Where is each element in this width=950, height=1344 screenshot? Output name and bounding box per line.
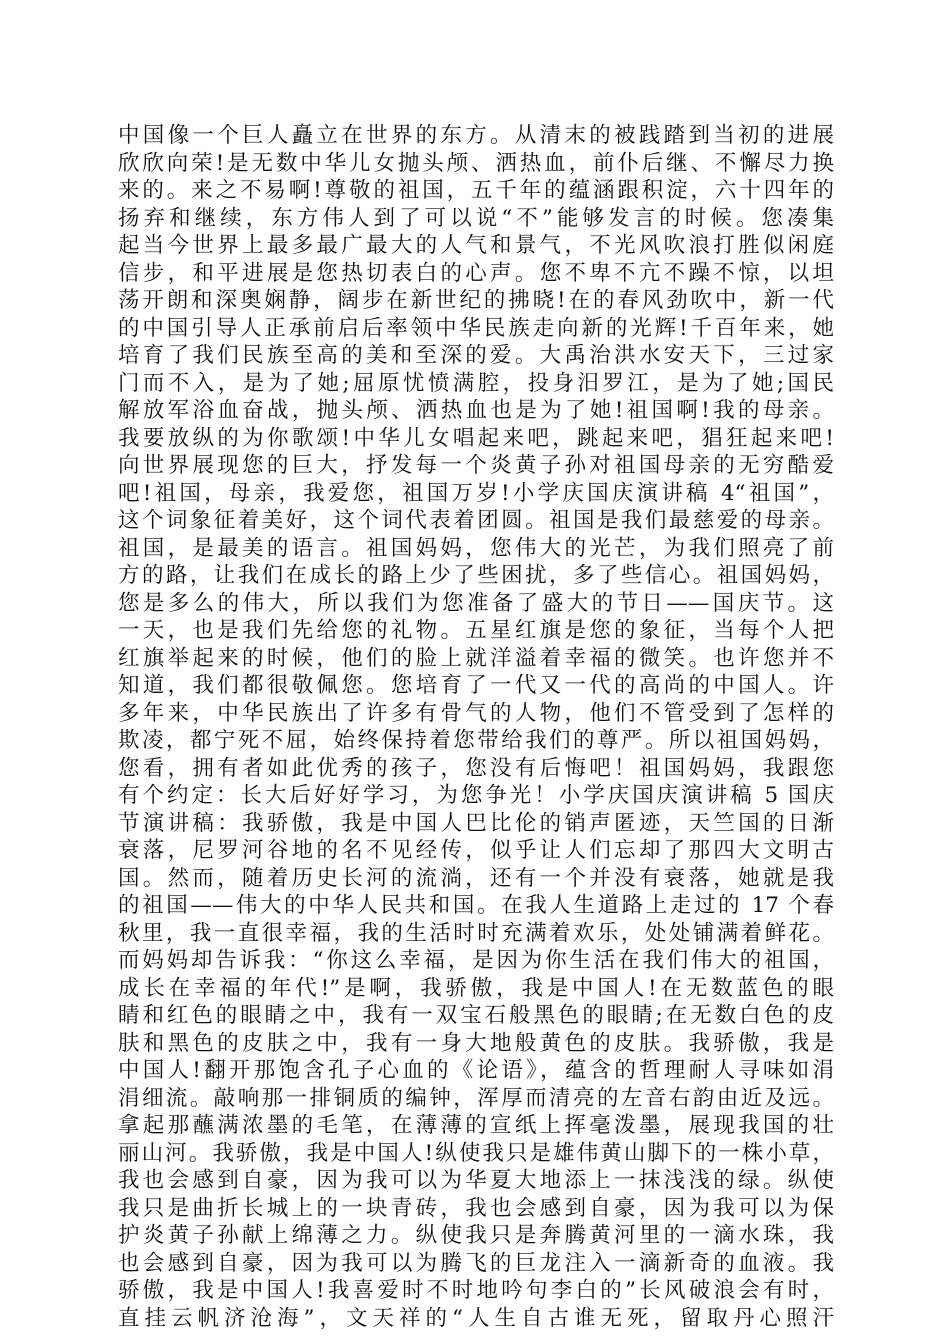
- text-line: 多年来，中华民族出了许多有骨气的人物，他们不管受到了怎样的: [118, 700, 834, 726]
- text-line: 中国像一个巨人矗立在世界的东方。从清末的被践踏到当初的进展: [118, 123, 834, 148]
- text-line: 我也会感到自豪，因为我可以为华夏大地添上一抹浅浅的绿。纵使: [118, 1168, 834, 1193]
- text-line: 您看，拥有者如此优秀的孩子，您没有后悔吧！祖国妈妈，我跟您: [118, 755, 834, 781]
- text-line: 有个约定：长大后好好学习，为您争光！小学庆国庆演讲稿 5 国庆: [118, 783, 834, 808]
- text-line: 也会感到自豪，因为我可以为腾飞的巨龙注入一滴新奇的血液。我: [118, 1250, 834, 1276]
- text-line: 拿起那蘸满浓墨的毛笔，在薄薄的宣纸上挥毫泼墨，展现我国的壮: [118, 1113, 834, 1138]
- text-line: 培育了我们民族至高的美和至深的爱。大禹治洪水安天下，三过家: [118, 343, 834, 368]
- text-line: 中国人!翻开那饱含孔子心血的《论语》，蕴含的哲理耐人寻味如涓: [118, 1058, 834, 1083]
- text-line: 扬弃和继续，东方伟人到了可以说“不”能够发言的时候。您凑集: [118, 205, 834, 231]
- text-line: 欣欣向荣!是无数中华儿女抛头颅、洒热血，前仆后继、不懈尽力换: [118, 150, 834, 176]
- text-line: 知道，我们都很敬佩您。您培育了一代又一代的高尚的中国人。许: [118, 673, 834, 698]
- text-line: 衰落，尼罗河谷地的名不见经传，似乎让人们忘却了那四大文明古: [118, 838, 834, 863]
- text-line: 起当今世界上最多最广最大的人气和景气，不光风吹浪打胜似闲庭: [118, 233, 834, 258]
- text-line: 您是多么的伟大，所以我们为您准备了盛大的节日——国庆节。这: [118, 590, 834, 616]
- text-line: 向世界展现您的巨大，抒发每一个炎黄子孙对祖国母亲的无穷酷爱: [118, 453, 834, 478]
- text-line: 骄傲，我是中国人!我喜爱时不时地吟句李白的”长风破浪会有时，: [118, 1278, 834, 1303]
- text-line: 来的。来之不易啊!尊敬的祖国，五千年的蕴涵跟积淀，六十四年的: [118, 178, 834, 203]
- text-line: 荡开朗和深奥娴静，阔步在新世纪的拂晓!在的春风劲吹中，新一代: [118, 288, 834, 313]
- text-line: 门而不入，是为了她;屈原忧愤满腔，投身汨罗江，是为了她;国民: [118, 370, 834, 396]
- text-line: 护炎黄子孙献上绵薄之力。纵使我只是奔腾黄河里的一滴水珠，我: [118, 1223, 834, 1248]
- text-line: 的祖国——伟大的中华人民共和国。在我人生道路上走过的 17 个春: [118, 893, 834, 918]
- body-text: [118, 122, 834, 1332]
- text-line: 我只是曲折长城上的一块青砖，我也会感到自豪，因为我可以为保: [118, 1195, 834, 1221]
- text-line: 一天，也是我们先给您的礼物。五星红旗是您的象征，当每个人把: [118, 618, 834, 643]
- text-line: 涓细流。敲响那一排铜质的编钟，浑厚而清亮的左音右韵由近及远。: [118, 1085, 834, 1111]
- text-line: 的中国引导人正承前启后率领中华民族走向新的光辉!千百年来，她: [118, 315, 834, 341]
- text-line: 红旗举起来的时候，他们的脸上就洋溢着幸福的微笑。也许您并不: [118, 645, 834, 671]
- text-line: 信步，和平进展是您热切表白的心声。您不卑不亢不躁不惊，以坦: [118, 260, 834, 286]
- text-line: 解放军浴血奋战，抛头颅、洒热血也是为了她!祖国啊!我的母亲。: [118, 398, 834, 423]
- text-line: 这个词象征着美好，这个词代表着团圆。祖国是我们最慈爱的母亲。: [118, 508, 834, 533]
- text-line: 睛和红色的眼睛之中，我有一双宝石般黑色的眼睛;在无数白色的皮: [118, 1003, 834, 1028]
- text-line: 欺凌，都宁死不屈，始终保持着您带给我们的尊严。所以祖国妈妈，: [118, 728, 834, 753]
- text-line: 而妈妈却告诉我：“你这么幸福，是因为你生活在我们伟大的祖国，: [118, 948, 834, 973]
- text-line: 吧!祖国，母亲，我爱您，祖国万岁!小学庆国庆演讲稿 4“祖国”，: [118, 480, 834, 506]
- text-line: 节演讲稿：我骄傲，我是中国人巴比伦的销声匿迹，天竺国的日渐: [118, 810, 834, 836]
- text-line: 我要放纵的为你歌颂!中华儿女唱起来吧，跳起来吧，猖狂起来吧!: [118, 425, 834, 451]
- text-line: 丽山河。我骄傲，我是中国人!纵使我只是雄伟黄山脚下的一株小草，: [118, 1140, 834, 1166]
- text-line: 成长在幸福的年代!”是啊，我骄傲，我是中国人!在无数蓝色的眼: [118, 975, 834, 1001]
- text-line: 方的路，让我们在成长的路上少了些困扰，多了些信心。祖国妈妈，: [118, 563, 834, 588]
- text-line: 直挂云帆济沧海”，文天祥的“人生自古谁无死，留取丹心照汗: [118, 1305, 834, 1331]
- text-line: 秋里，我一直很幸福，我的生活时时充满着欢乐，处处铺满着鲜花。: [118, 920, 834, 946]
- text-line: 肤和黑色的皮肤之中，我有一身大地般黄色的皮肤。我骄傲，我是: [118, 1030, 834, 1056]
- text-line: 国。然而，随着历史长河的流淌，还有一个并没有衰落，她就是我: [118, 865, 834, 891]
- text-line: 祖国，是最美的语言。祖国妈妈，您伟大的光芒，为我们照亮了前: [118, 535, 834, 561]
